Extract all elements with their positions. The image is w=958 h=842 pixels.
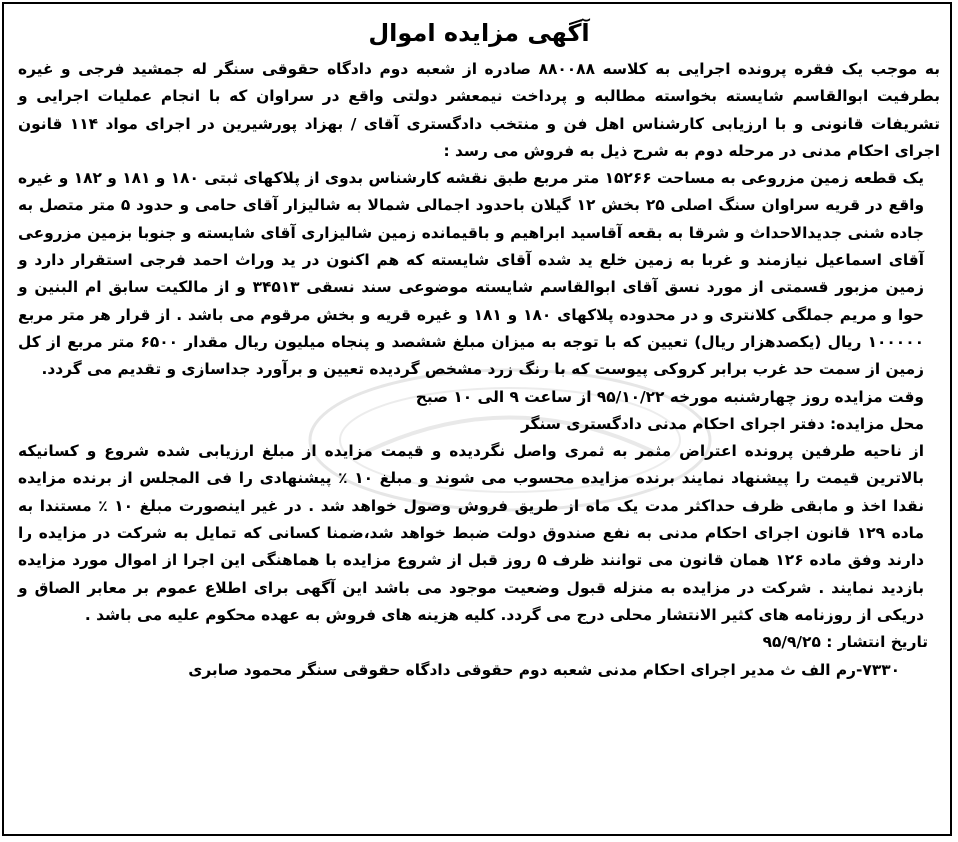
publish-date-line: تاریخ انتشار : ۹۵/۹/۲۵	[762, 633, 928, 652]
notice-title: آگهی مزایده اموال	[368, 19, 590, 47]
auction-time-line: وقت مزایده روز چهارشنبه مورخه ۹۵/۱۰/۲۲ از ساعت ۹ الی ۱۰ صبح	[415, 387, 924, 406]
auction-notice	[18, 16, 940, 684]
signature-line: ۷۳۳۰-رم الف ث مدیر اجرای احکام مدنی شعبه دوم حقوقی دادگاه حقوقی سنگر محمود صابری	[188, 660, 900, 679]
auction-conditions-paragraph: از ناحیه طرفین پرونده اعتراض مثمر به ثمری واصل نگردیده و قیمت مزایده از مبلغ ارزیابی شده شروع و کسانیکه بالاترین قیمت را پیشنهاد نمایند برنده مزایده محسوب می شوند و مبلغ ۱۰ ٪ پیشنهادی را فی المجلس از برنده مزایده نقدا اخذ و مابقی ظرف حداکثر مدت یک ماه از طریق فروش وصول خواهد شد . در غیر اینصورت مبلغ ۱۰ ٪ مستندا به ماده ۱۲۹ قانون اجرای احکام مدنی به نفع صندوق دولت ضبط خواهد شد،ضمنا کسانی که تمایل به شرکت در مزایده را دارند وفق ماده ۱۲۶ همان قانون می توانند ظرف ۵ روز قبل از شروع مزایده با هماهنگی این اجرا از اموال مورد مزایده بازدید نمایند . شرکت در مزایده به منزله قبول وضعیت موجود می باشد این آگهی برای اطلاع عموم بر معابر الصاق و دریکی از روزنامه های کثیر الانتشار محلی درج می گردد. کلیه هزینه های فروش به عهده محکوم علیه می باشد .	[18, 442, 924, 624]
auction-place-line: محل مزایده: دفتر اجرای احکام مدنی دادگستری سنگر	[520, 414, 924, 433]
property-description-paragraph: یک قطعه زمین مزروعی به مساحت ۱۵۲۶۶ متر مربع طبق نقشه کارشناس بدوی از پلاکهای ثبتی ۱۸۰ و ۱۸۱ و ۱۸۲ و غیره واقع در قریه سراوان سنگ اصلی ۲۵ بخش ۱۲ گیلان باحدود اجمالی شمالا به شالیزار آقای حامی و حدود ۵ متر متصل به جاده شنی جدیدالاحداث و شرقا به بقعه آقاسید ابراهیم و باقیمانده زمین شالیزاری آقای شایسته و جنوبا بزمین مزروعی آقای اسماعیل نیازمند و غربا به زمین خلع ید شده آقای شایسته که هم اکنون در ید وراث احمد فرجی استقرار دارد و زمین مزبور قسمتی از مورد نسق آقای ابوالقاسم شایسته موضوعی سند نسقی ۳۴۵۱۳ و از مالکیت سابق ام البنین و حوا و مریم جملگی کلانتری و در محدوده پلاکهای ۱۸۰ و ۱۸۱ و غیره قریه و بخش مرقوم می باشد . از قرار هر متر مربع ۱۰۰۰۰۰ ریال (یکصدهزار ریال) تعیین که با توجه به میزان مبلغ ششصد و پنجاه میلیون ریال مقدار ۶۵۰۰ متر مربع از کل زمین از سمت حد غرب برابر کروکی پیوست که با رنگ زرد مشخص گردیده تعیین و برآورد جداسازی و تقدیم می گردد.	[17, 169, 925, 379]
notice-intro-paragraph: به موجب یک فقره پرونده اجرایی به کلاسه ۸۸۰۰۸۸ صادره از شعبه دوم دادگاه حقوقی سنگر له جمشید فرجی و غیره بطرفیت ابوالقاسم شایسته بخواسته مطالبه و پرداخت نیمعشر دولتی واقع در سراوان که با انجام عملیات اجرایی و تشریفات قانونی و با ارزیابی کارشناس اهل فن و منتخب دادگستری آقای / بهزاد پورشیرین در اجرای مواد ۱۱۴ قانون اجرای احکام مدنی در مرحله دوم به شرح ذیل به فروش می رسد :	[18, 60, 940, 160]
